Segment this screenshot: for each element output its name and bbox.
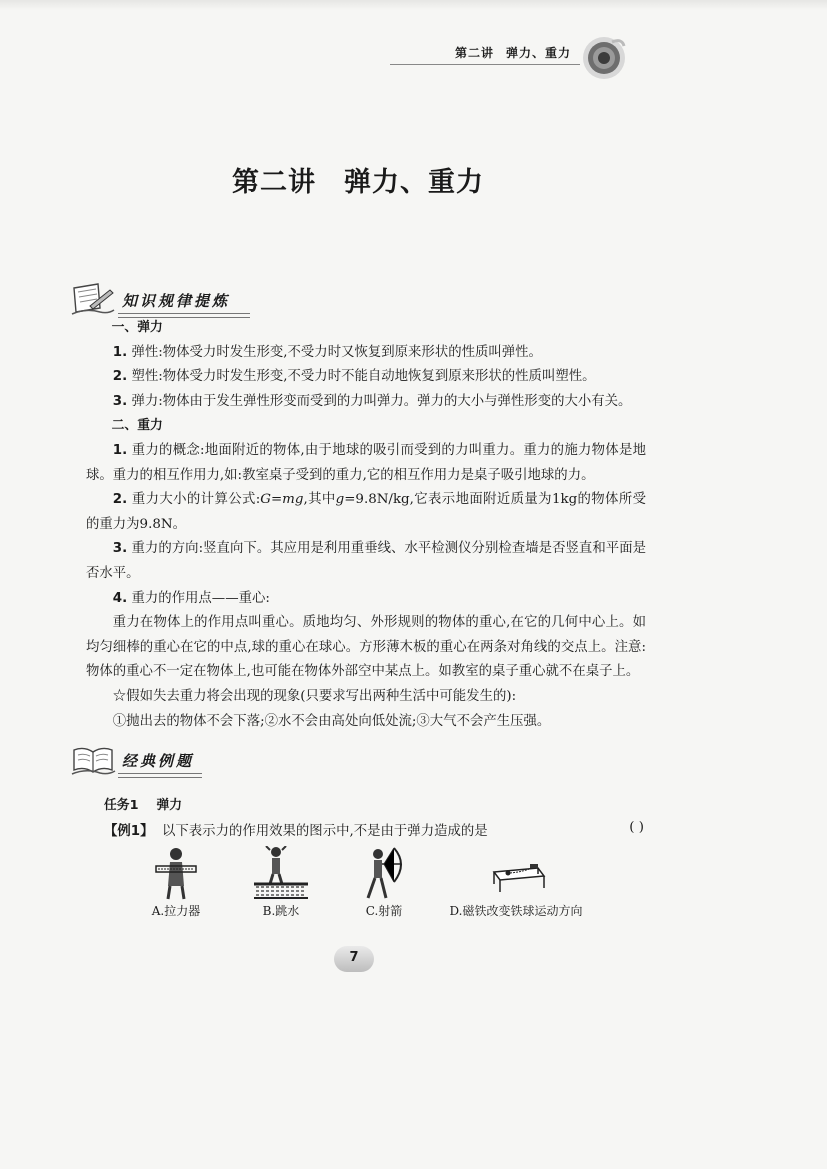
- item-text: 重力的概念:地面附近的物体,由于地球的吸引而受到的力叫重力。重力的施力物体是地球。重力的相互作用力,如:教室桌子受到的重力,它的相互作用力是桌子吸引地球的力。: [86, 442, 646, 483]
- item-number: 2.: [112, 492, 128, 508]
- notebook-pencil-icon: [70, 282, 116, 316]
- formula: G=mg: [260, 492, 304, 508]
- answer-parentheses: ( ): [629, 820, 644, 835]
- item-number: 1.: [112, 344, 128, 360]
- example-1: [104, 820, 644, 839]
- knowledge-item: [86, 390, 646, 415]
- knowledge-item: [86, 587, 646, 612]
- running-header-lecture: 第二讲: [455, 46, 495, 60]
- running-header: [455, 44, 571, 61]
- option-d-figure: [446, 846, 586, 920]
- knowledge-item: [86, 537, 646, 586]
- item-text: 弹力:物体由于发生弹性形变而受到的力叫弹力。弹力的大小与弹性形变的大小有关。: [127, 393, 632, 409]
- knowledge-item: [86, 488, 646, 537]
- option-b-caption: B.跳水: [262, 904, 300, 918]
- knowledge-item: [86, 341, 646, 366]
- section-title-knowledge: 知识规律提炼: [122, 292, 231, 310]
- item-text: 重力的方向:竖直向下。其应用是利用重垂线、水平检测仪分别检查墙是否竖直和平面是否水平。: [86, 541, 646, 581]
- option-c-caption: C.射箭: [365, 904, 403, 918]
- hypothesis-answers: ①抛出去的物体不会下落;②水不会由高处向低处流;③大气不会产生压强。: [112, 713, 551, 729]
- knowledge-item: [86, 365, 646, 390]
- option-a-figure: [136, 846, 216, 920]
- running-header-topic: 弹力、重力: [506, 46, 572, 60]
- archer-icon: [360, 846, 408, 900]
- task-name: 弹力: [156, 798, 183, 813]
- option-a-caption: A.拉力器: [151, 904, 201, 918]
- header-rule: [390, 64, 580, 65]
- example-question: 以下表示力的作用效果的图示中,不是由于弹力造成的是: [162, 824, 488, 839]
- page-number: 7: [349, 950, 359, 965]
- knowledge-content: [86, 316, 646, 734]
- item-number: 4.: [112, 590, 128, 606]
- diving-board-icon: [252, 846, 310, 900]
- option-c-figure: [354, 846, 414, 920]
- section-rule: [118, 773, 202, 778]
- knowledge-item: [86, 439, 646, 488]
- option-d-caption: D.磁铁改变铁球运动方向: [449, 904, 583, 918]
- example-tag: 【例1】: [104, 824, 154, 839]
- hypothesis-question: ☆假如失去重力将会出现的现象(只要求写出两种生活中可能发生的):: [112, 688, 517, 704]
- symbol-g: g: [335, 492, 345, 508]
- page-number-badge: [334, 946, 378, 972]
- section-banner-examples: [70, 742, 220, 778]
- item-number: 2.: [112, 369, 128, 385]
- task-label: 任务1: [104, 798, 139, 813]
- part2-heading: 二、重力: [111, 418, 163, 434]
- open-book-icon: [70, 742, 116, 776]
- section-title-examples: 经典例题: [122, 752, 195, 770]
- item-text: 重力大小的计算公式:: [127, 492, 261, 508]
- item-text: 塑性:物体受力时发生形变,不受力时不能自动地恢复到原来形状的性质叫塑性。: [127, 369, 596, 385]
- section-banner-knowledge: [70, 282, 250, 318]
- chapter-title: [0, 160, 716, 199]
- task-title: [104, 794, 182, 813]
- item-number: 3.: [112, 393, 128, 409]
- magnet-table-icon: [488, 846, 548, 900]
- item-number: 1.: [112, 442, 128, 458]
- chapter-title-topic: 弹力、重力: [344, 167, 484, 198]
- item-text: =9.8N/kg,它表示地面附近质量为1kg的物体所受的重力为9.8N。: [86, 492, 646, 532]
- header-disc-icon: [582, 36, 626, 80]
- item-text: 弹性:物体受力时发生形变,不受力时又恢复到原来形状的性质叫弹性。: [127, 344, 542, 360]
- center-of-gravity-detail: 重力在物体上的作用点叫重心。质地均匀、外形规则的物体的重心,在它的几何中心上。如均匀细棒的重心在它的中点,球的重心在球心。方形薄木板的重心在两条对角线的交点上。注意:物体的重心不一定在物体上,也可能在物体外部空中某点上。如教室的桌子重心就不在桌子上。: [86, 615, 646, 680]
- option-b-figure: [246, 846, 316, 920]
- item-text: 重力的作用点——重心:: [127, 590, 270, 606]
- item-text: ,其中: [303, 492, 336, 508]
- chest-expander-icon: [154, 846, 198, 900]
- chapter-title-lecture: 第二讲: [232, 167, 316, 198]
- page-top-edge: [0, 0, 827, 10]
- item-number: 3.: [112, 541, 128, 557]
- part1-heading: 一、弹力: [111, 320, 163, 335]
